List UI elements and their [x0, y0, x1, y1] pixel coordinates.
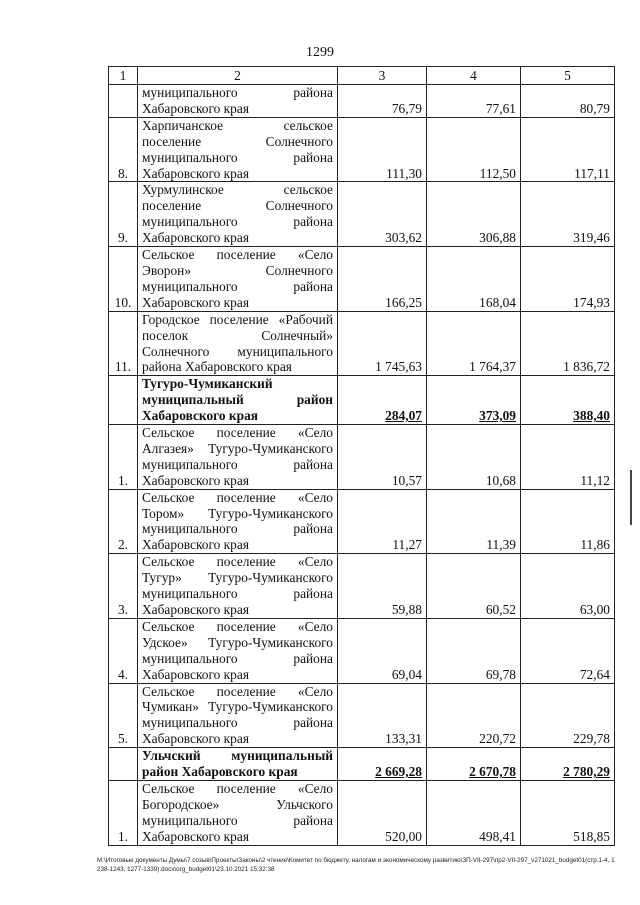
value-col-3: 133,31 — [338, 683, 427, 748]
value-col-3: 11,27 — [338, 489, 427, 554]
row-number: 2. — [109, 489, 138, 554]
scan-edge-mark — [630, 470, 632, 525]
value-col-3: 520,00 — [338, 780, 427, 845]
table-row — [109, 618, 615, 683]
value-col-5: 80,79 — [521, 85, 615, 118]
value-col-5: 174,93 — [521, 247, 615, 312]
value-col-4: 10,68 — [427, 425, 521, 490]
row-number: 9. — [109, 182, 138, 247]
value-col-4: 60,52 — [427, 554, 521, 619]
value-col-4: 168,04 — [427, 247, 521, 312]
table-row — [109, 489, 615, 554]
budget-table — [108, 66, 615, 846]
value-col-4: 1 764,37 — [427, 311, 521, 376]
settlement-name: Сельское поселение «Село Эворон» Солнечного муниципального района Хабаровского края — [138, 247, 338, 312]
settlement-name: муниципального района Хабаровского края — [138, 85, 338, 118]
district-total-row — [109, 748, 615, 781]
column-header: 4 — [427, 67, 521, 85]
value-col-3: 284,07 — [338, 376, 427, 425]
row-number: 10. — [109, 247, 138, 312]
row-number — [109, 748, 138, 781]
table-row — [109, 182, 615, 247]
district-total-row — [109, 376, 615, 425]
value-col-3: 69,04 — [338, 618, 427, 683]
value-col-5: 11,86 — [521, 489, 615, 554]
value-col-5: 72,64 — [521, 618, 615, 683]
row-number: 1. — [109, 780, 138, 845]
value-col-3: 59,88 — [338, 554, 427, 619]
value-col-3: 166,25 — [338, 247, 427, 312]
value-col-3: 303,62 — [338, 182, 427, 247]
value-col-4: 373,09 — [427, 376, 521, 425]
settlement-name: Хурмулинское сельское поселение Солнечного муниципального района Хабаровского края — [138, 182, 338, 247]
table-row — [109, 117, 615, 182]
value-col-5: 1 836,72 — [521, 311, 615, 376]
value-col-5: 518,85 — [521, 780, 615, 845]
column-header: 1 — [109, 67, 138, 85]
value-col-4: 11,39 — [427, 489, 521, 554]
row-number: 3. — [109, 554, 138, 619]
table-row — [109, 780, 615, 845]
value-col-3: 111,30 — [338, 117, 427, 182]
value-col-4: 498,41 — [427, 780, 521, 845]
value-col-4: 306,88 — [427, 182, 521, 247]
settlement-name: Сельское поселение «Село Алгазея» Тугуро-Чумиканского муниципального района Хабаровского края — [138, 425, 338, 490]
table-row — [109, 683, 615, 748]
value-col-5: 2 780,29 — [521, 748, 615, 781]
row-number — [109, 85, 138, 118]
table-row — [109, 425, 615, 490]
value-col-4: 220,72 — [427, 683, 521, 748]
value-col-4: 77,61 — [427, 85, 521, 118]
value-col-5: 63,00 — [521, 554, 615, 619]
settlement-name: Сельское поселение «Село Чумикан» Тугуро-Чумиканского муниципального района Хабаровского края — [138, 683, 338, 748]
value-col-3: 10,57 — [338, 425, 427, 490]
page-number: 1299 — [306, 45, 334, 60]
table-row — [109, 311, 615, 376]
value-col-3: 1 745,63 — [338, 311, 427, 376]
value-col-5: 319,46 — [521, 182, 615, 247]
value-col-4: 69,78 — [427, 618, 521, 683]
table-body — [109, 85, 615, 846]
table-row — [109, 85, 615, 118]
settlement-name: Харпичанское сельское поселение Солнечного муниципального района Хабаровского края — [138, 117, 338, 182]
row-number: 5. — [109, 683, 138, 748]
value-col-3: 2 669,28 — [338, 748, 427, 781]
settlement-name: Сельское поселение «Село Тором» Тугуро-Чумиканского муниципального района Хабаровского края — [138, 489, 338, 554]
settlement-name: Сельское поселение «Село Тугур» Тугуро-Чумиканского муниципального района Хабаровского края — [138, 554, 338, 619]
settlement-name: Городское поселение «Рабочий поселок Солнечный» Солнечного муниципального района Хабаровского края — [138, 311, 338, 376]
table-row — [109, 554, 615, 619]
column-header: 5 — [521, 67, 615, 85]
table-row — [109, 247, 615, 312]
settlement-name: Тугуро-Чумиканский муниципальный район Хабаровского края — [138, 376, 338, 425]
column-header: 2 — [138, 67, 338, 85]
value-col-5: 117,11 — [521, 117, 615, 182]
value-col-3: 76,79 — [338, 85, 427, 118]
value-col-4: 112,50 — [427, 117, 521, 182]
table-header-row — [109, 67, 615, 85]
value-col-4: 2 670,78 — [427, 748, 521, 781]
row-number — [109, 376, 138, 425]
column-header: 3 — [338, 67, 427, 85]
row-number: 8. — [109, 117, 138, 182]
settlement-name: Ульчский муниципальный район Хабаровского края — [138, 748, 338, 781]
document-path-footer: M:\Итоговые документы Думы\7 созыв\Проекты\Законы\2 чтение\Комитет по бюджету, налогам и экономическому развитию\ЗП-VII-297\пр2-VII-297_v271021_budget01(стр.1-4, 1238-1243, 1277-1339).docx\org_budget01\23.10.2021 15:32:38 — [97, 857, 615, 873]
settlement-name: Сельское поселение «Село Богородское» Ульчского муниципального района Хабаровского края — [138, 780, 338, 845]
settlement-name: Сельское поселение «Село Удское» Тугуро-Чумиканского муниципального района Хабаровского края — [138, 618, 338, 683]
value-col-5: 11,12 — [521, 425, 615, 490]
value-col-5: 388,40 — [521, 376, 615, 425]
value-col-5: 229,78 — [521, 683, 615, 748]
row-number: 11. — [109, 311, 138, 376]
row-number: 4. — [109, 618, 138, 683]
row-number: 1. — [109, 425, 138, 490]
